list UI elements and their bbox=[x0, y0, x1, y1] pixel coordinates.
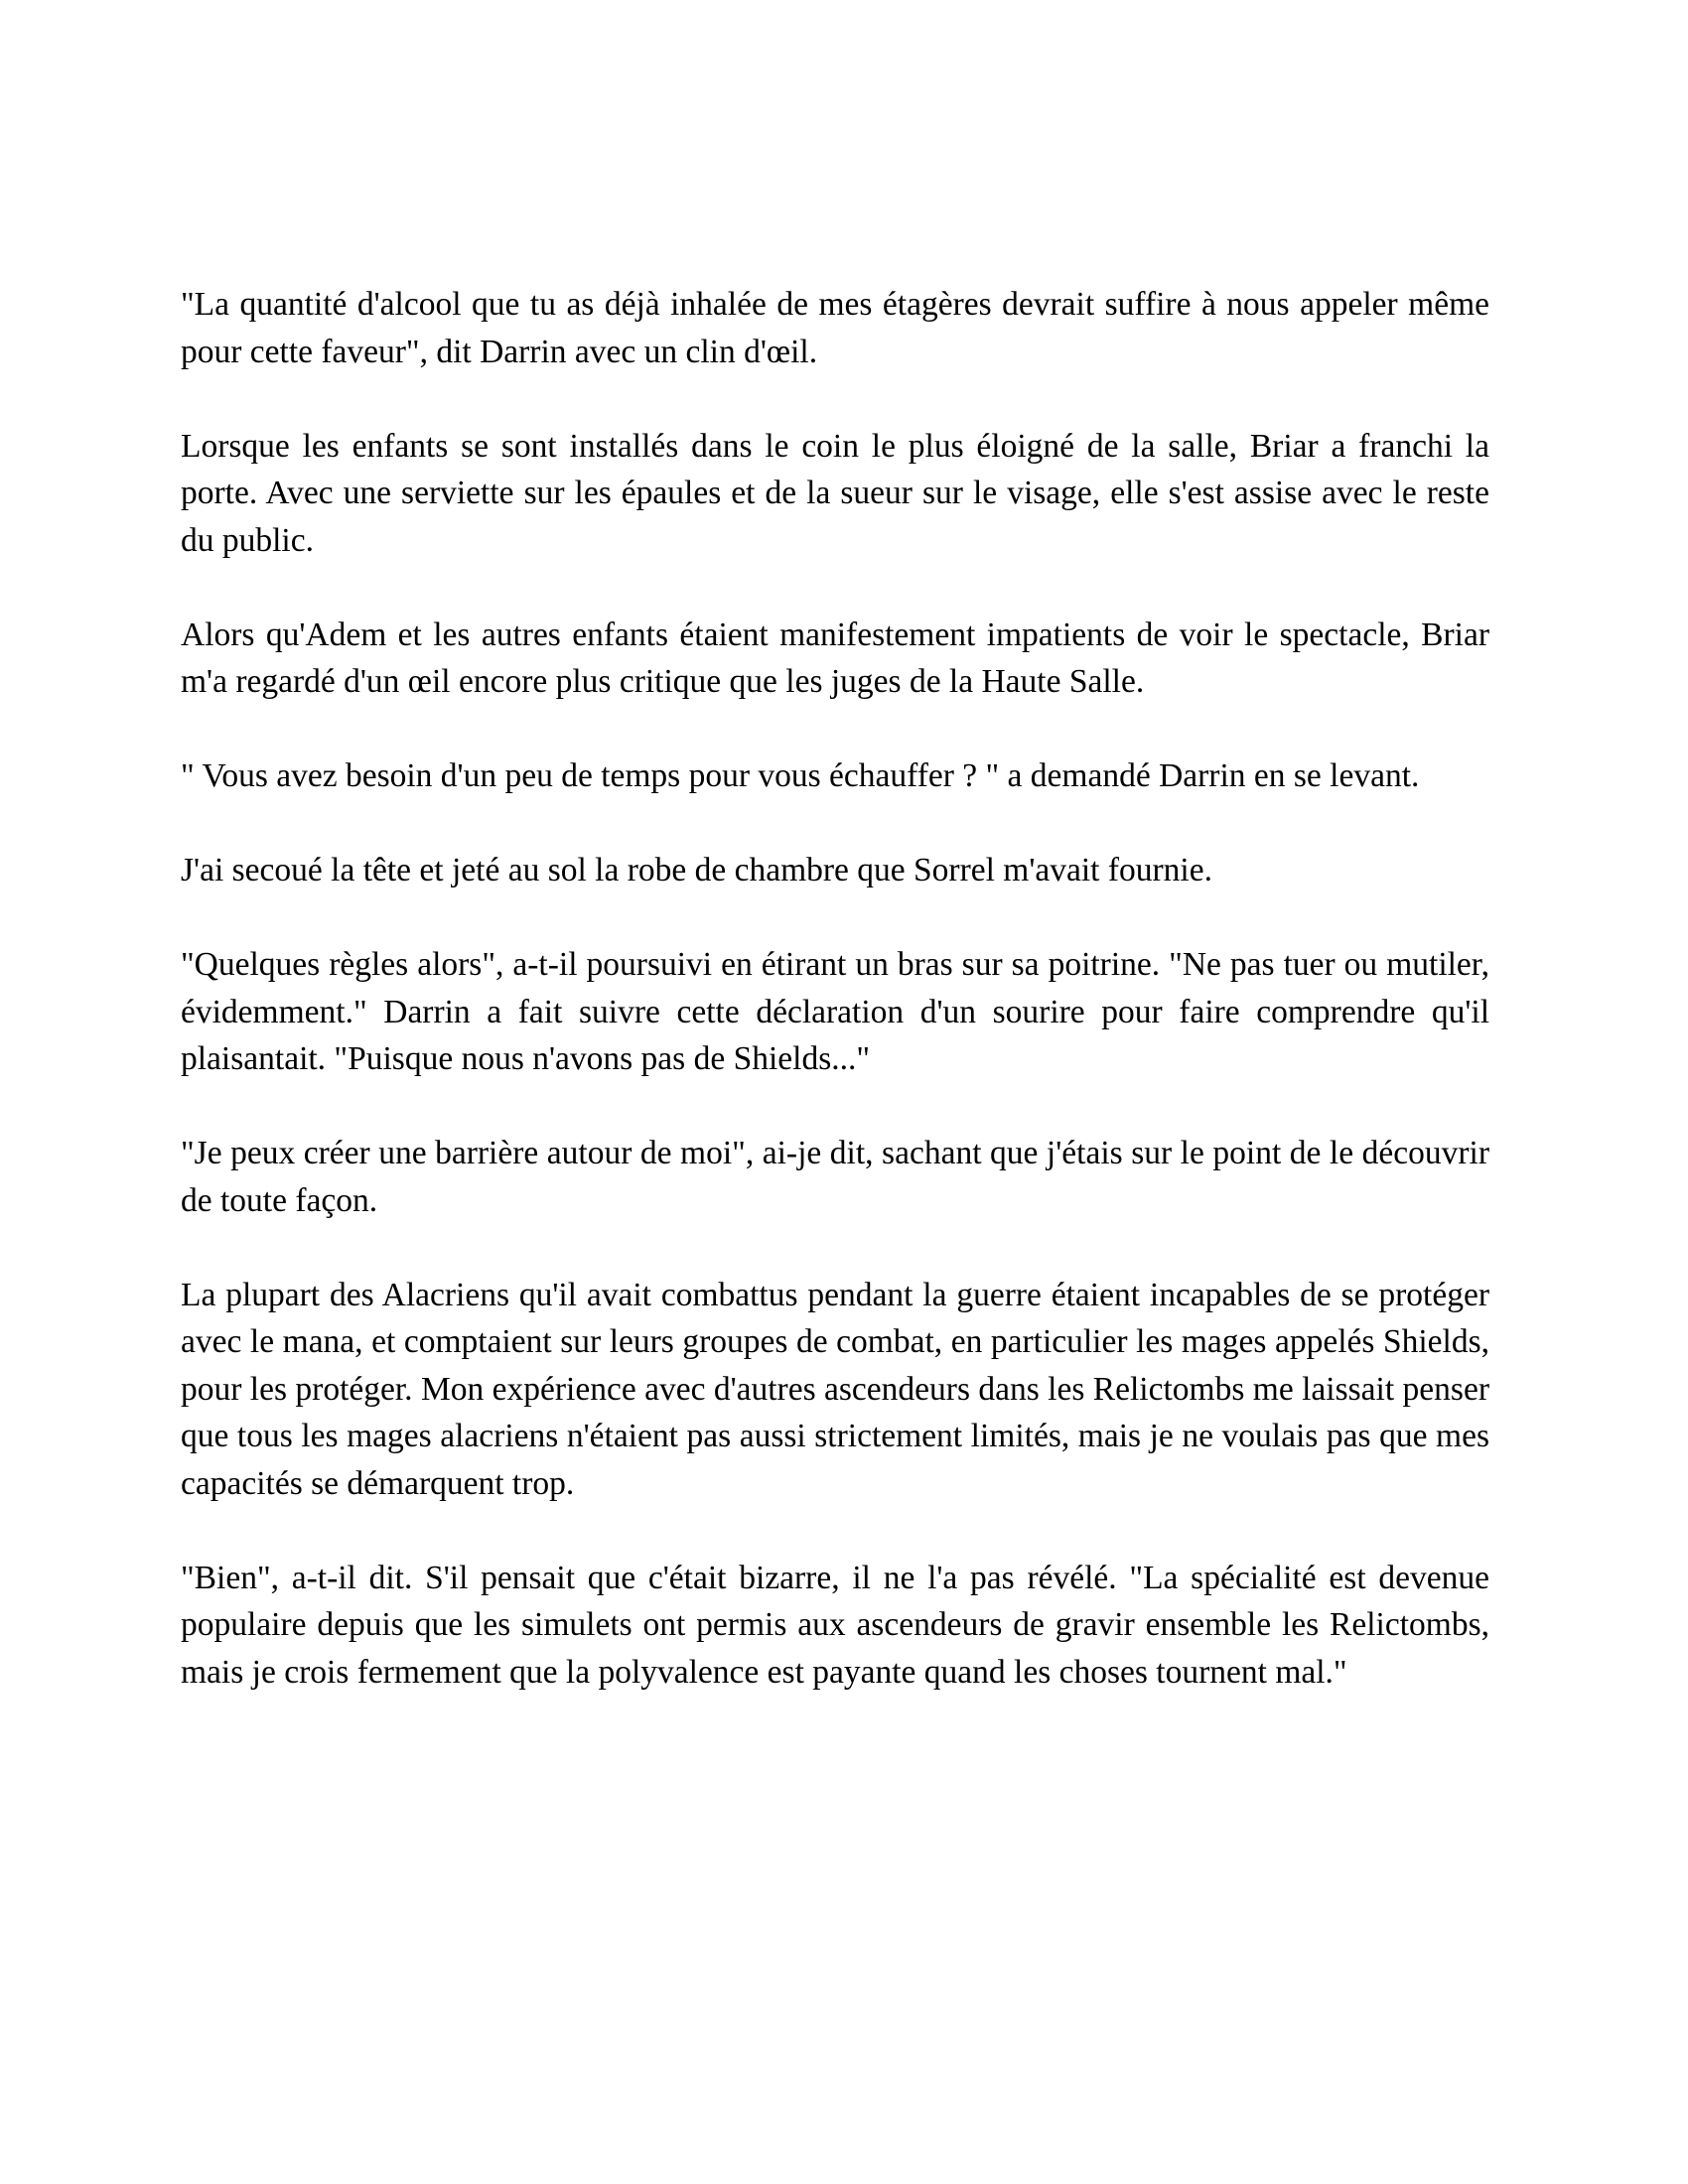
paragraph-3: Alors qu'Adem et les autres enfants étaient manifestement impatients de voir le spectacle, Briar m'a regardé d'un œil encore plus critique que les juges de la Haute Salle. bbox=[181, 615, 1489, 700]
paragraph-5: J'ai secoué la tête et jeté au sol la robe de chambre que Sorrel m'avait fournie. bbox=[181, 852, 1212, 888]
paragraph-4: " Vous avez besoin d'un peu de temps pour vous échauffer ? " a demandé Darrin en se levant. bbox=[181, 757, 1420, 794]
paragraph-6: "Quelques règles alors", a-t-il poursuivi en étirant un bras sur sa poitrine. "Ne pas tuer ou mutiler, évidemment." Darrin a fait suivre cette déclaration d'un sourire pour faire comprendre qu'il plaisantait. "Puisque nous n'avons pas de Shields..." bbox=[181, 946, 1489, 1077]
paragraph-1: "La quantité d'alcool que tu as déjà inhalée de mes étagères devrait suffire à nous appeler même pour cette faveur", dit Darrin avec un clin d'œil. bbox=[181, 286, 1489, 370]
paragraph-7: "Je peux créer une barrière autour de moi", ai-je dit, sachant que j'étais sur le point de le découvrir de toute façon. bbox=[181, 1135, 1489, 1219]
paragraph-2: Lorsque les enfants se sont installés dans le coin le plus éloigné de la salle, Briar a franchi la porte. Avec une serviette sur les épaules et de la sueur sur le visage, elle s'est assise avec le reste du public. bbox=[181, 427, 1489, 559]
paragraph-9: "Bien", a-t-il dit. S'il pensait que c'était bizarre, il ne l'a pas révélé. "La spécialité est devenue populaire depuis que les simulets ont permis aux ascendeurs de gravir ensemble les Relictombs, mais je crois fermement que la polyvalence est payante quand les choses tournent mal." bbox=[181, 1559, 1489, 1691]
paragraph-8: La plupart des Alacriens qu'il avait combattus pendant la guerre étaient incapables de se protéger avec le mana, et comptaient sur leurs groupes de combat, en particulier les mages appelés Shields, pour les protéger. Mon expérience avec d'autres ascendeurs dans les Relictombs me laissait penser que tous les mages alacriens n'étaient pas aussi strictement limités, mais je ne voulais pas que mes capacités se démarquent trop. bbox=[181, 1276, 1489, 1502]
document-body bbox=[181, 281, 1489, 1743]
